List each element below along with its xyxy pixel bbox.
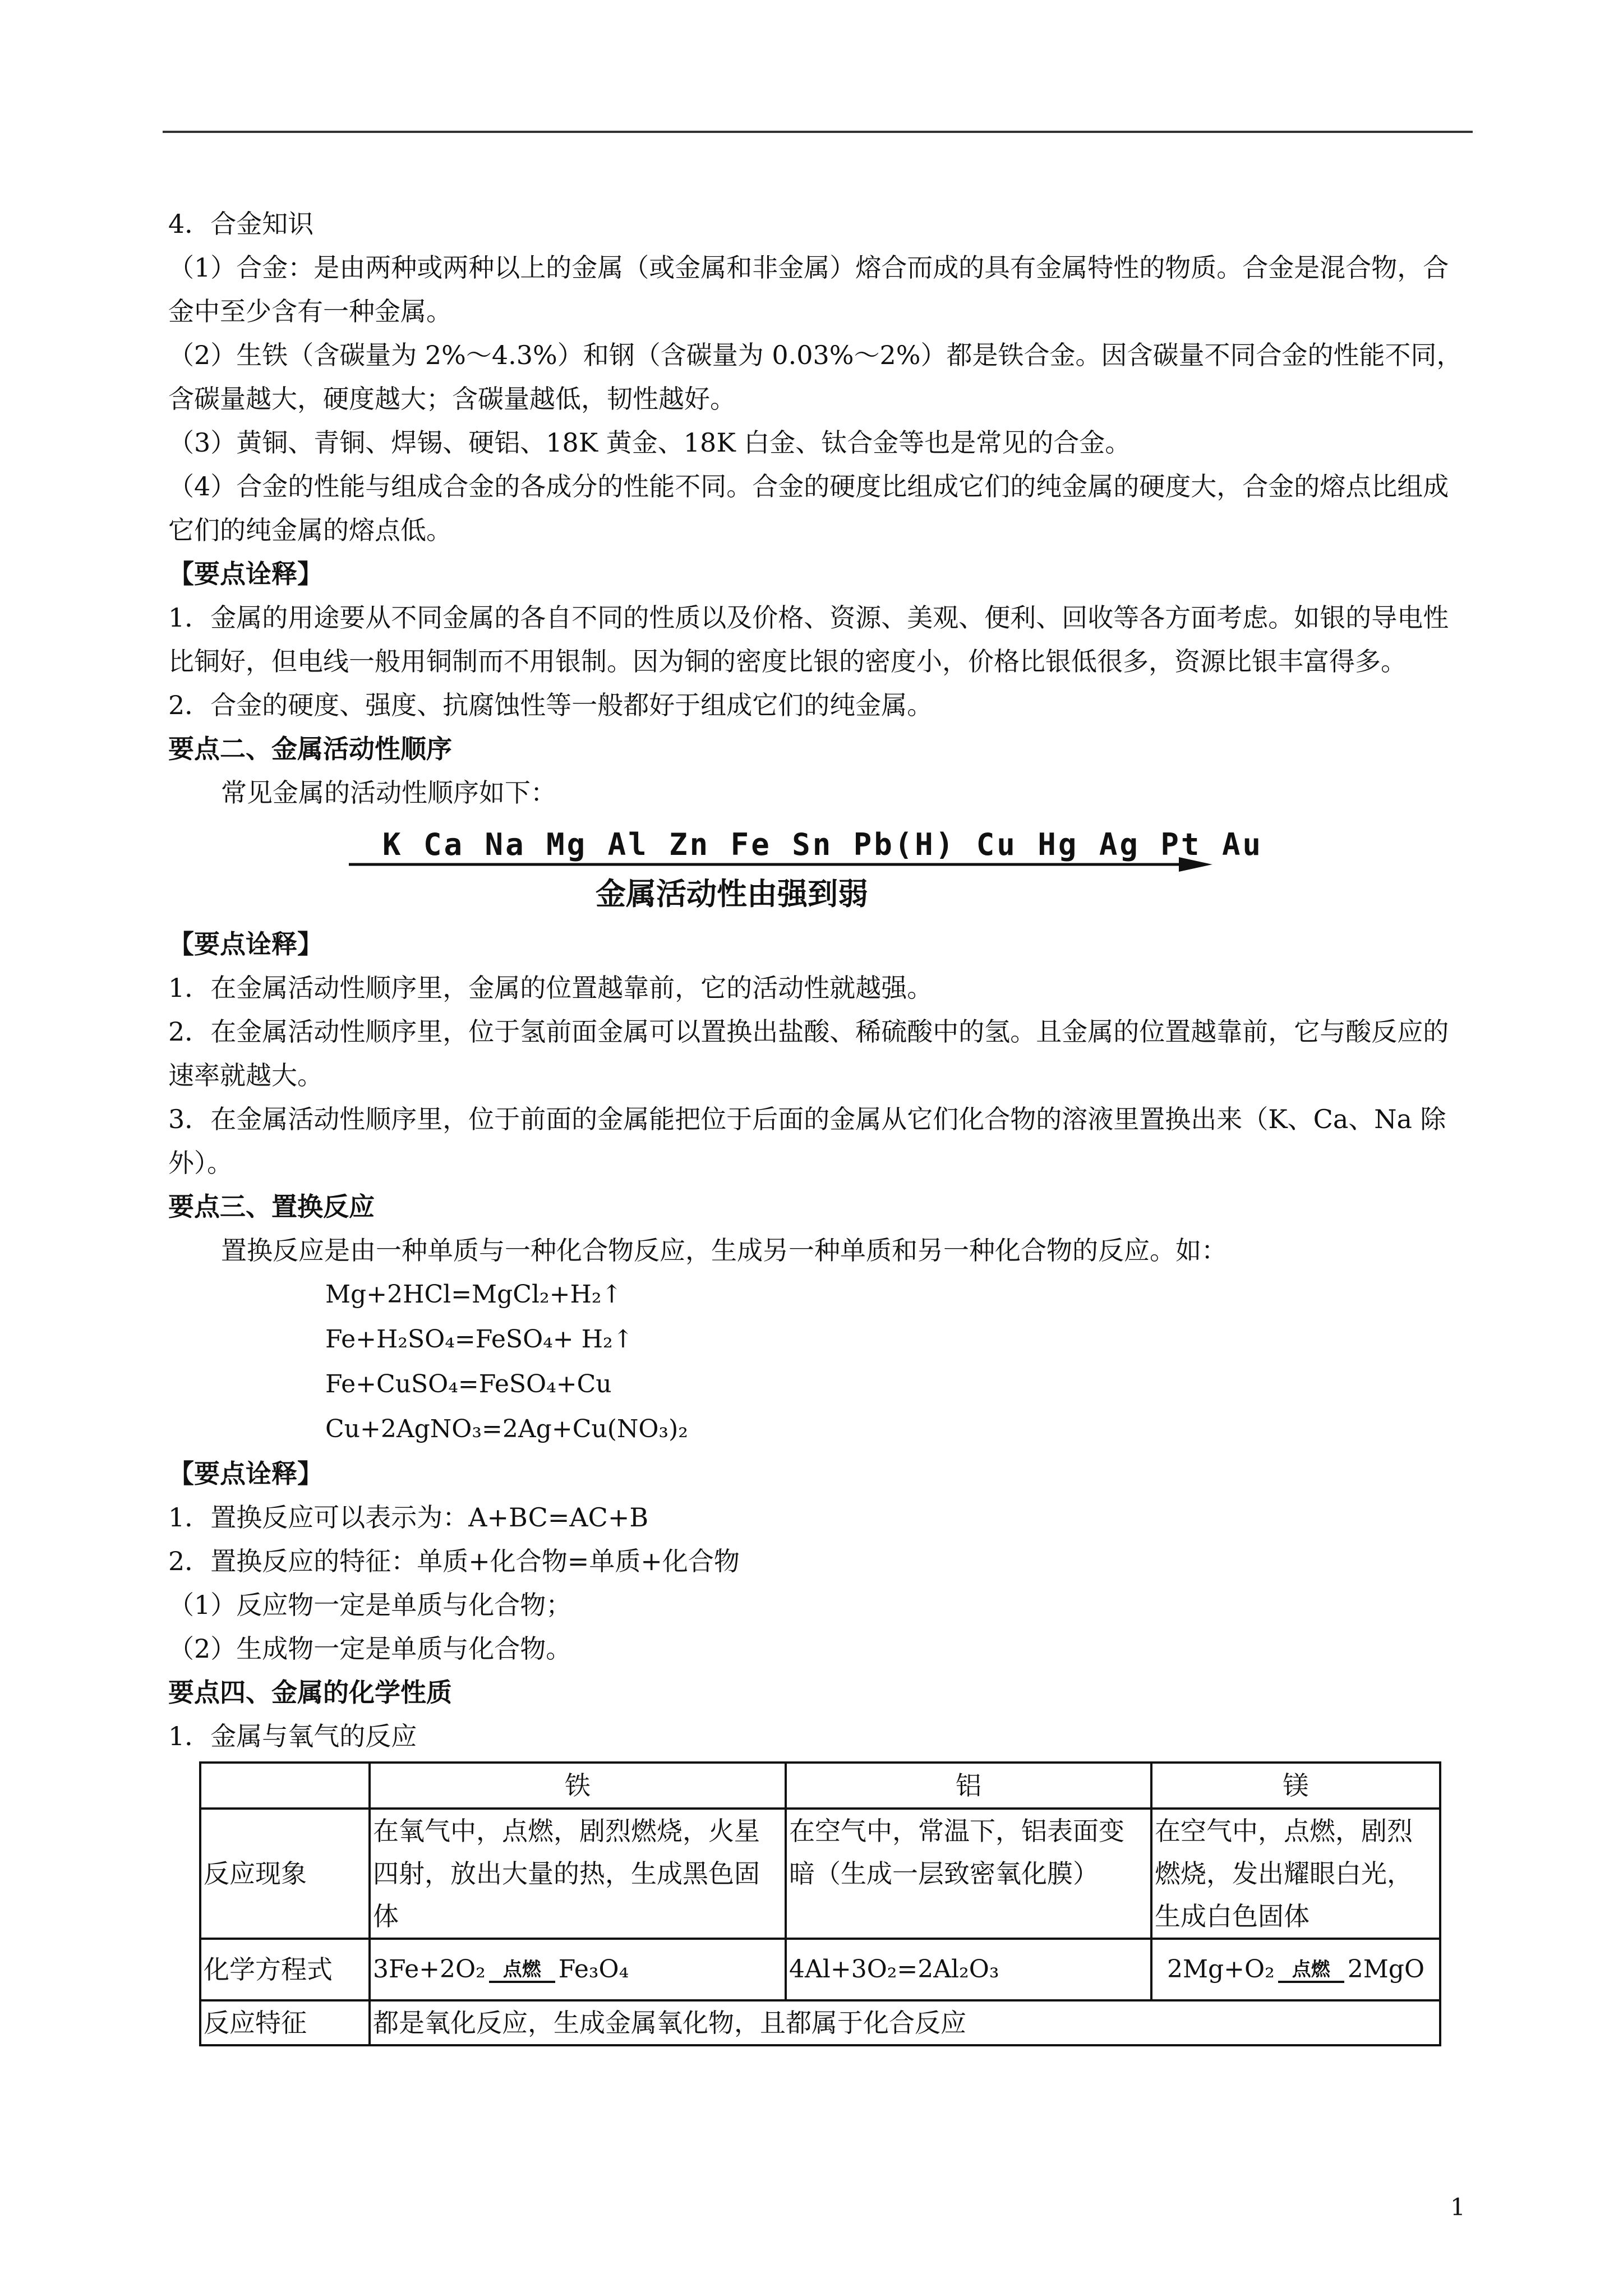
- equation-1: Mg+2HCl=MgCl₂+H₂↑: [325, 1280, 623, 1309]
- section-3-title: 要点三、置换反应: [168, 1191, 375, 1222]
- equation-4: Cu+2AgNO₃=2Ag+Cu(NO₃)₂: [325, 1415, 688, 1443]
- cell-iron-equation: [370, 1939, 786, 2000]
- iron-condition: [489, 1959, 555, 1983]
- section-3-intro: 置换反应是由一种单质与一种化合物反应，生成另一种单质和另一种化合物的反应。如：: [221, 1235, 1227, 1266]
- oxygen-reaction-table: [199, 1761, 1441, 2046]
- key-note-2-point-3: 3．在金属活动性顺序里，位于前面的金属能把位于后面的金属从它们化合物的溶液里置换出来（K、Ca、Na 除外）。: [168, 1104, 1446, 1178]
- key-note-3-point-3: （1）反应物一定是单质与化合物；: [168, 1590, 572, 1620]
- table-row-equation: [200, 1939, 1440, 2000]
- row-label-equation: 化学方程式: [200, 1939, 370, 2000]
- alloy-point-1: （1）合金：是由两种或两种以上的金属（或金属和非金属）熔合而成的具有金属特性的物质。合金是混合物，合金中至少含有一种金属。: [168, 252, 1449, 326]
- activity-series-caption: 金属活动性由强到弱: [596, 876, 868, 912]
- document-body: [168, 202, 1469, 2046]
- magnesium-condition-label: 点燃: [1292, 1958, 1330, 1981]
- key-note-2-point-2: 2．在金属活动性顺序里，位于氢前面金属可以置换出盐酸、稀硫酸中的氢。且金属的位置越靠前，它与酸反应的速率就越大。: [168, 1016, 1449, 1091]
- table-row-phenomenon: [200, 1809, 1440, 1939]
- key-note-title-1: 【要点诠释】: [168, 559, 323, 589]
- magnesium-equation-left: 2Mg+O₂: [1166, 1955, 1275, 1984]
- cell-magnesium-phenomenon: 在空气中，点燃，剧烈燃烧，发出耀眼白光，生成白色固体: [1151, 1809, 1440, 1939]
- key-note-3-point-1: 1．置换反应可以表示为：A+BC=AC+B: [168, 1502, 649, 1533]
- key-note-3-point-4: （2）生成物一定是单质与化合物。: [168, 1634, 572, 1664]
- iron-condition-bar: [489, 1981, 555, 1983]
- section-4-subtitle: 1．金属与氧气的反应: [168, 1721, 417, 1751]
- magnesium-equation-right: 2MgO: [1347, 1955, 1425, 1984]
- activity-series-figure: [349, 822, 1263, 918]
- table-header-iron: 铁: [370, 1763, 786, 1809]
- cell-aluminum-phenomenon: 在空气中，常温下，铝表面变暗（生成一层致密氧化膜）: [786, 1809, 1151, 1939]
- activity-series-metals: K Ca Na Mg Al Zn Fe Sn Pb(H) Cu Hg Ag Pt Au: [382, 827, 1263, 862]
- cell-magnesium-equation: [1151, 1939, 1440, 2000]
- key-note-2-point-1: 1．在金属活动性顺序里，金属的位置越靠前，它的活动性就越强。: [168, 973, 933, 1003]
- iron-equation-right: Fe₃O₄: [558, 1955, 629, 1984]
- section-2-intro: 常见金属的活动性顺序如下：: [221, 777, 556, 808]
- key-note-1-point-1: 1．金属的用途要从不同金属的各自不同的性质以及价格、资源、美观、便利、回收等各方面考虑。如银的导电性比铜好，但电线一般用铜制而不用银制。因为铜的密度比银的密度小，价格比银低很多，资源比银丰富得多。: [168, 602, 1449, 677]
- table-row-feature: [200, 2000, 1440, 2045]
- table-header-magnesium: 镁: [1151, 1763, 1440, 1809]
- equation-3: Fe+CuSO₄=FeSO₄+Cu: [325, 1370, 612, 1398]
- alloy-heading: 4．合金知识: [168, 209, 314, 239]
- iron-condition-label: 点燃: [502, 1958, 541, 1981]
- table-header-aluminum: 铝: [786, 1763, 1151, 1809]
- page-number: 1: [1450, 2193, 1465, 2221]
- table-header-corner: [200, 1763, 370, 1809]
- table-header-row: [200, 1763, 1440, 1809]
- header-rule: [163, 131, 1473, 133]
- activity-arrow: [349, 856, 1212, 873]
- alloy-point-3: （3）黄铜、青铜、焊锡、硬铝、18K 黄金、18K 白金、钛合金等也是常见的合金。: [168, 427, 1131, 458]
- section-4-title: 要点四、金属的化学性质: [168, 1677, 452, 1708]
- cell-iron-phenomenon: 在氧气中，点燃，剧烈燃烧，火星四射，放出大量的热，生成黑色固体: [370, 1809, 786, 1939]
- iron-equation-left: 3Fe+2O₂: [373, 1955, 486, 1984]
- section-2-title: 要点二、金属活动性顺序: [168, 734, 452, 764]
- row-label-feature: 反应特征: [200, 2000, 370, 2045]
- key-note-3-point-2: 2．置换反应的特征：单质+化合物=单质+化合物: [168, 1546, 740, 1576]
- cell-aluminum-equation: 4Al+3O₂=2Al₂O₃: [786, 1939, 1151, 2000]
- alloy-point-2: （2）生铁（含碳量为 2%～4.3%）和钢（含碳量为 0.03%～2%）都是铁合金。因含碳量不同合金的性能不同，含碳量越大，硬度越大；含碳量越低，韧性越好。: [168, 340, 1463, 414]
- row-label-phenomenon: 反应现象: [200, 1809, 370, 1939]
- magnesium-condition-bar: [1278, 1981, 1344, 1983]
- key-note-1-point-2: 2．合金的硬度、强度、抗腐蚀性等一般都好于组成它们的纯金属。: [168, 690, 933, 720]
- magnesium-condition: [1278, 1959, 1344, 1983]
- equation-2: Fe+H₂SO₄=FeSO₄+ H₂↑: [325, 1325, 634, 1354]
- cell-feature: 都是氧化反应，生成金属氧化物，且都属于化合反应: [370, 2000, 1440, 2045]
- key-note-title-2: 【要点诠释】: [168, 929, 323, 959]
- key-note-title-3: 【要点诠释】: [168, 1458, 323, 1489]
- alloy-point-4: （4）合金的性能与组成合金的各成分的性能不同。合金的硬度比组成它们的纯金属的硬度大，合金的熔点比组成它们的纯金属的熔点低。: [168, 471, 1449, 545]
